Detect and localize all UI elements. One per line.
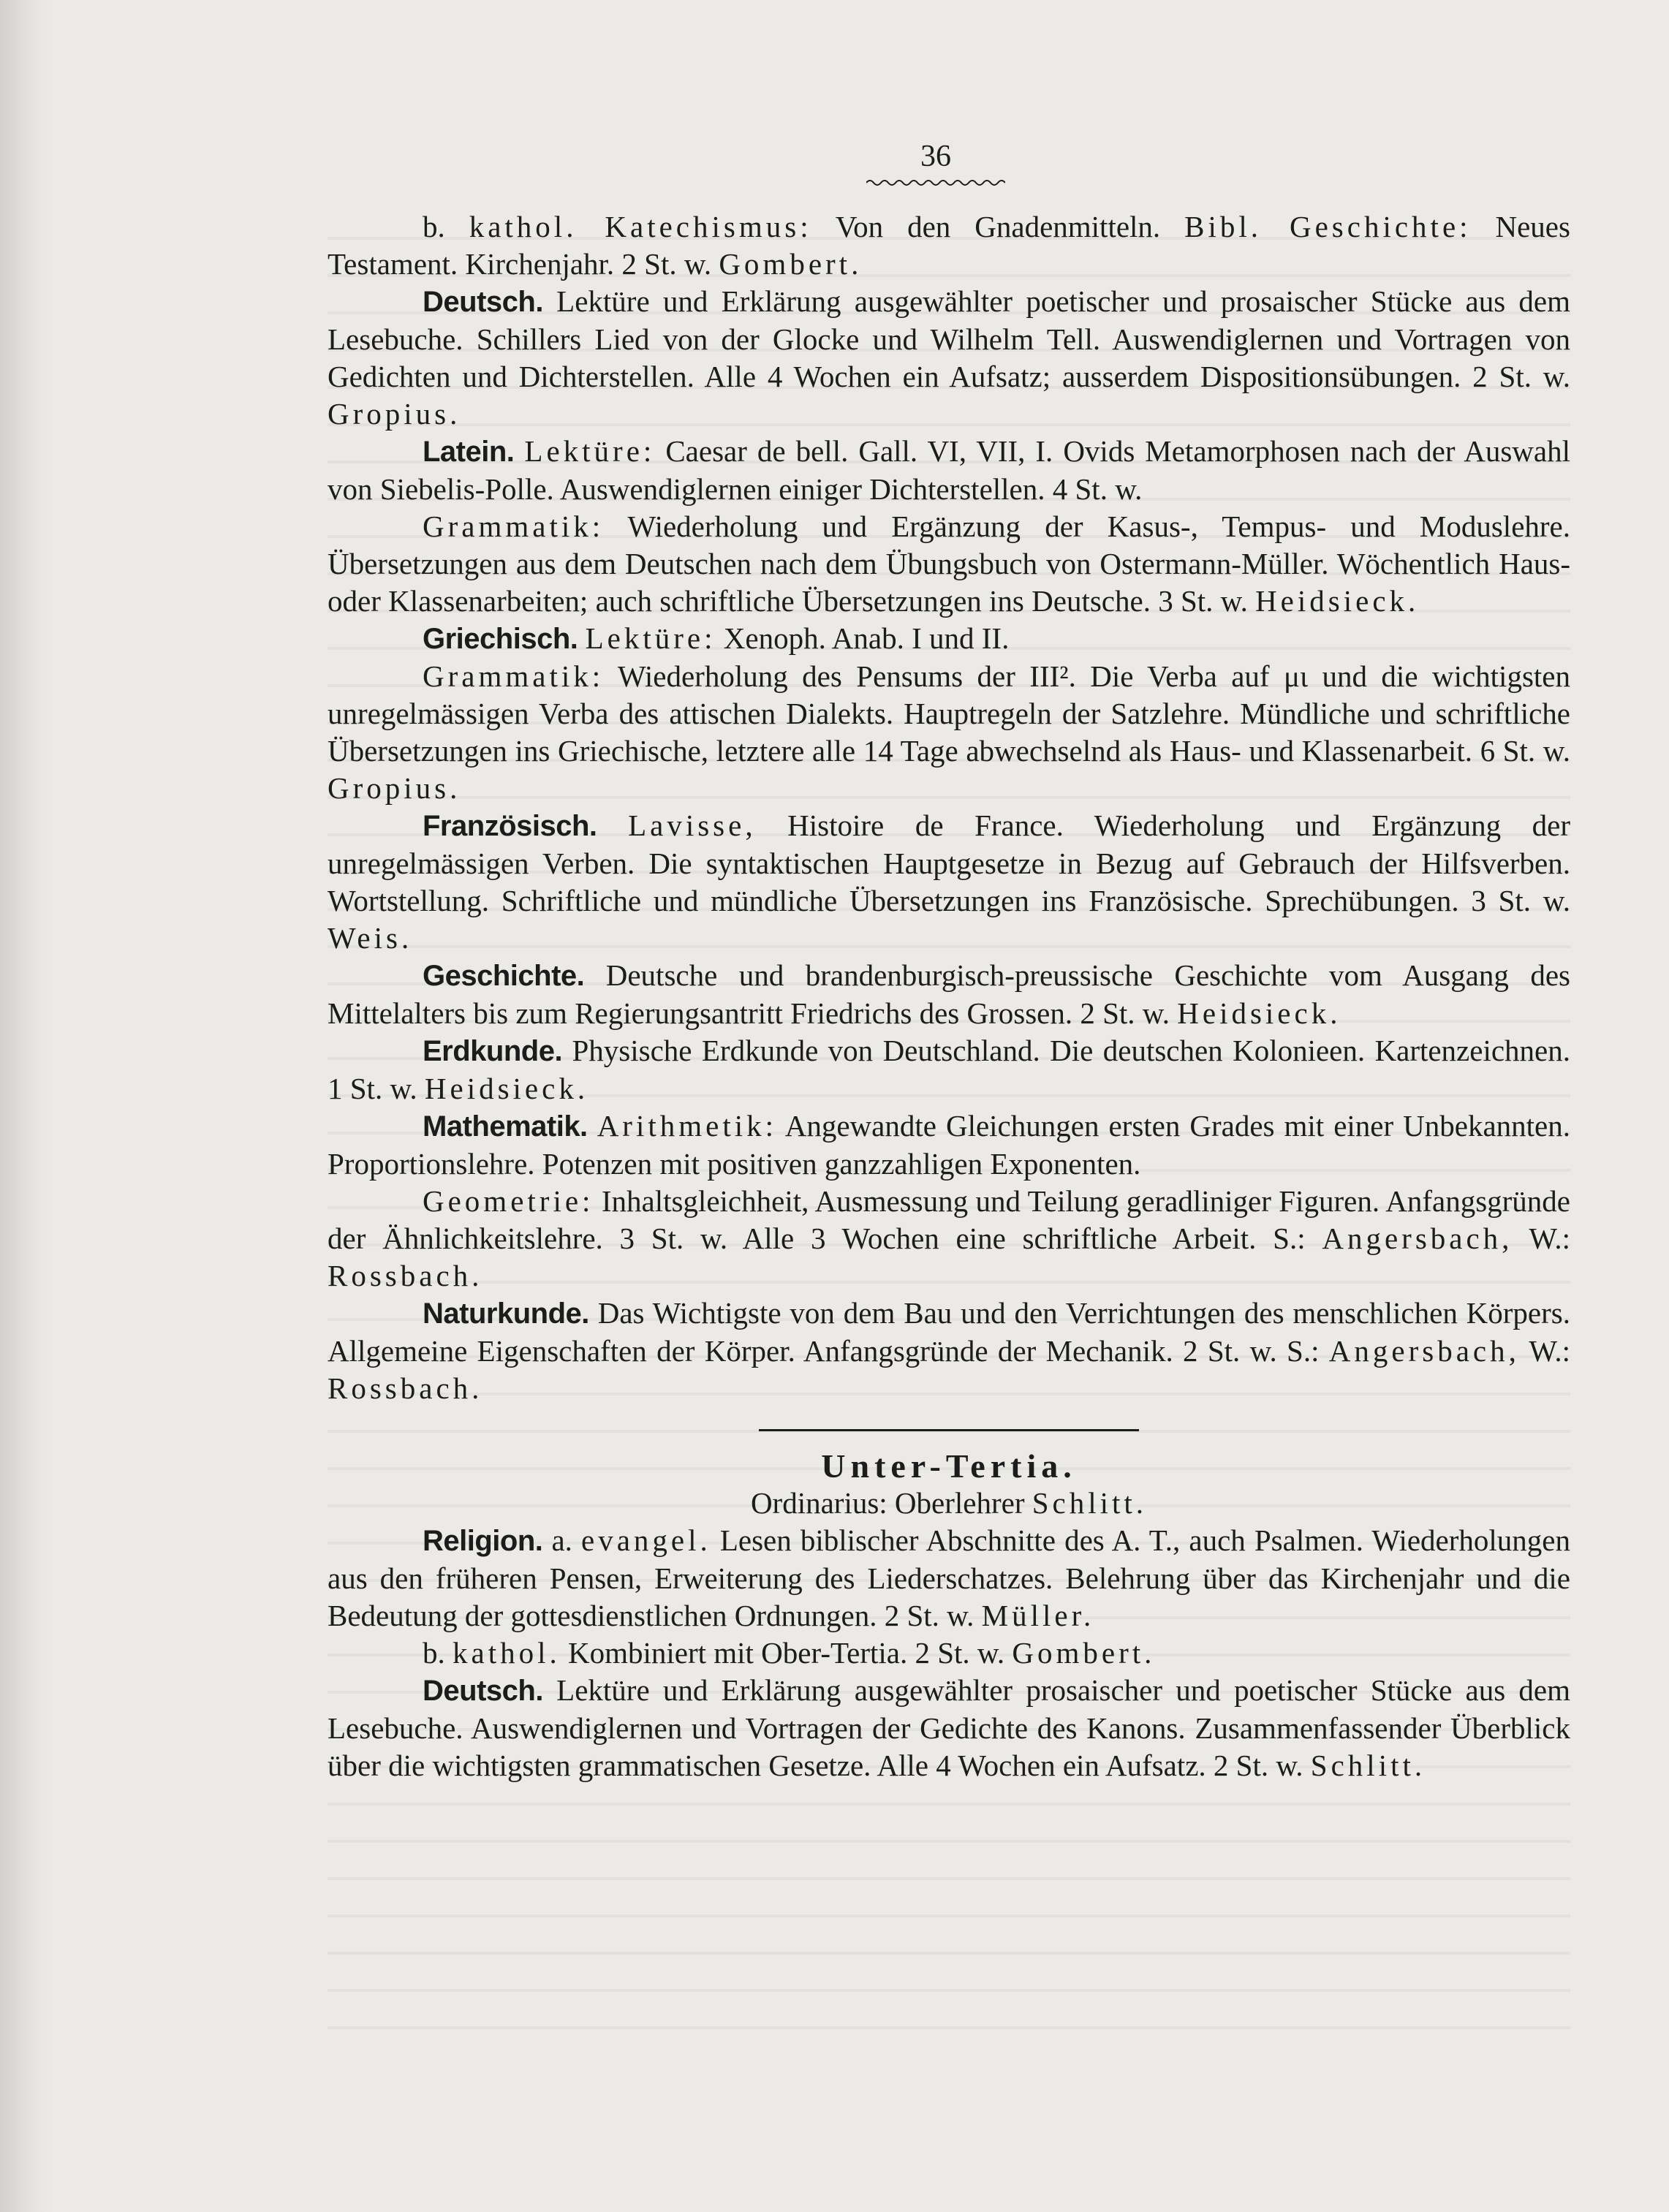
paragraph (328, 1107, 1570, 1183)
ordinarius-name: Schlitt. (1032, 1486, 1148, 1520)
unter-tertia-subjects (328, 1522, 1570, 1784)
binding-shadow (0, 0, 51, 2212)
spaced-term: kathol. (453, 1636, 561, 1670)
paragraph-text: W.: (1513, 1221, 1570, 1255)
paragraph-text: b. (423, 210, 469, 243)
paragraph-text: Histoire de France. Wiederholung und Ergänzung der unregelmässigen Verben. Die syntaktischen Hauptgesetze in Bezug auf Gebrauch der Hilfsverben. Wortstellung. Schriftliche und mündliche Übersetzungen ins Französische. Sprechübungen. 3 St. w. (328, 808, 1571, 917)
subject-heading: Deutsch. (423, 286, 543, 318)
paragraph (328, 283, 1570, 433)
spaced-term: Angersbach, (1322, 1221, 1513, 1255)
paragraph (328, 1522, 1570, 1635)
paragraph-text (597, 808, 629, 842)
ornament-squiggle (866, 178, 1005, 187)
spaced-term: Lektüre: (585, 621, 716, 655)
paragraph-text: Lektüre und Erklärung ausgewählter prosaischer und poetischer Stücke aus dem Lesebuche. Auswendiglernen und Vortragen der Gedichte des Kanons. Zusammenfassender Überblick über die wichtigsten grammatischen Gesetze. Alle 4 Wochen ein Aufsatz. 2 St. w. (328, 1673, 1570, 1782)
subject-heading: Französisch. (423, 810, 597, 842)
spaced-term: Weis. (328, 921, 413, 955)
paragraph (328, 1295, 1570, 1407)
spaced-term: evangel. (581, 1523, 711, 1557)
paragraph (328, 658, 1570, 807)
spaced-term: Heidsieck. (424, 1072, 589, 1105)
spaced-term: Rossbach. (328, 1371, 483, 1405)
subject-heading: Naturkunde. (423, 1298, 589, 1330)
paragraph-text: Wiederholung und Ergänzung der Kasus-, Tempus- und Moduslehre. Übersetzungen aus dem Deutschen nach dem Übungsbuch von Ostermann-Müller. Wöchentlich Haus- oder Klassenarbeiten; auch schriftliche Übersetzungen ins Deutsche. 3 St. w. (328, 510, 1570, 618)
page-number (863, 139, 1009, 187)
spaced-term: Bibl. Geschichte: (1184, 210, 1472, 243)
paragraph-text: Inhaltsgleichheit, Ausmessung und Teilung geradliniger Figuren. Anfangsgründe der Ähnlichkeitslehre. 3 St. w. Alle 3 Wochen eine schriftliche Arbeit. S.: (328, 1184, 1570, 1255)
paragraph-text: Wiederholung des Pensums der III². Die Verba auf μι und die wichtigsten unregelmässigen Verba des attischen Dialekts. Hauptregeln der Satzlehre. Mündliche und schriftliche Übersetzungen ins Griechische, letztere alle 14 Tage abwechselnd als Haus- und Klassenarbeit. 6 St. w. (328, 659, 1570, 768)
spaced-term: Schlitt. (1310, 1749, 1426, 1782)
spaced-term: Geometrie: (423, 1184, 594, 1218)
section-heading: Unter-Tertia. (821, 1447, 1077, 1485)
paragraph-text: Lektüre und Erklärung ausgewählter poetischer und prosaischer Stücke aus dem Lesebuche. Schillers Lied von der Glocke und Wilhelm Tell. Auswendiglernen und Vortragen von Gedichten und Dichterstellen. Alle 4 Wochen ein Aufsatz; ausserdem Dispositionsübungen. 2 St. w. (328, 284, 1570, 393)
spaced-term: Lektüre: (524, 434, 656, 468)
spaced-term: Rossbach. (328, 1259, 483, 1292)
ober-tertia-continuation (328, 208, 1570, 1407)
paragraph (328, 620, 1570, 658)
subject-heading: Deutsch. (423, 1675, 543, 1707)
paragraph-text: b. (423, 1636, 453, 1670)
paragraph (328, 807, 1570, 957)
paragraph (328, 508, 1570, 620)
paragraph (328, 1635, 1570, 1672)
paragraph (328, 1672, 1570, 1784)
paragraph-text: Von den Gnadenmitteln. (811, 210, 1185, 243)
subject-heading: Geschichte. (423, 960, 585, 992)
subject-heading: Religion. (423, 1525, 543, 1557)
subject-heading: Erdkunde. (423, 1035, 563, 1067)
section-divider (759, 1429, 1139, 1431)
spaced-term: Grammatik: (423, 510, 605, 543)
paragraph-text: Das Wichtigste von dem Bau und den Verrichtungen des menschlichen Körpers. Allgemeine Eigenschaften der Körper. Anfangsgründe der Mechanik. 2 St. w. S.: (328, 1296, 1570, 1368)
paragraph (328, 1183, 1570, 1295)
spaced-term: Angersbach, (1328, 1334, 1520, 1368)
paragraph-text: Neues Testament. Kirchenjahr. 2 St. w. (328, 210, 1570, 281)
paragraph-text: Kombiniert mit Ober-Tertia. 2 St. w. (560, 1636, 1013, 1670)
spaced-term: Gombert. (719, 247, 863, 281)
body-text (328, 208, 1570, 1784)
paragraph-text: Deutsche und brandenburgisch-preussische Geschichte vom Ausgang des Mittelalters bis zum Regierungsantritt Friedrichs des Grossen. 2 St. w. (328, 958, 1570, 1030)
spaced-term: Grammatik: (423, 659, 605, 693)
paragraph-text: Xenoph. Anab. I und II. (716, 621, 1010, 655)
spaced-term: Lavisse, (628, 808, 757, 842)
paragraph-text (588, 1109, 597, 1143)
page-number-text: 36 (920, 140, 951, 173)
spaced-term: Heidsieck. (1177, 996, 1341, 1030)
paragraph-text: Lesen biblischer Abschnitte des A. T., auch Psalmen. Wiederholungen aus den früheren Pensen, Erweiterung des Liederschatzes. Belehrung über das Kirchenjahr und die Bedeutung der gottesdienstlichen Ordnungen. 2 St. w. (328, 1523, 1570, 1632)
spaced-term: Gropius. (328, 771, 461, 805)
paragraph-text: Caesar de bell. Gall. VI, VII, I. Ovids Metamorphosen nach der Auswahl von Siebelis-Polle. Auswendiglernen einiger Dichterstellen. 4 St. w. (328, 434, 1570, 506)
spaced-term: Müller. (981, 1599, 1095, 1632)
paragraph-text: Angewandte Gleichungen ersten Grades mit einer Unbekannten. Proportionslehre. Potenzen mit positiven ganzzahligen Exponenten. (328, 1109, 1570, 1181)
paragraph-text (578, 621, 585, 655)
subject-heading: Mathematik. (423, 1110, 588, 1143)
paragraph-text (514, 434, 524, 468)
paragraph (328, 1032, 1570, 1107)
spaced-term: Gombert. (1012, 1636, 1156, 1670)
ordinarius-label: Ordinarius: Oberlehrer (750, 1486, 1032, 1520)
subject-heading: Latein. (423, 436, 515, 468)
spaced-term: Gropius. (328, 397, 461, 431)
ordinarius-line (328, 1485, 1570, 1522)
paragraph-text: a. (542, 1523, 582, 1557)
paragraph-text: W.: (1519, 1334, 1570, 1368)
paragraph (328, 433, 1570, 508)
spaced-term: kathol. Katechismus: (469, 210, 812, 243)
paragraph-text: Physische Erdkunde von Deutschland. Die deutschen Kolonieen. Kartenzeichnen. 1 St. w. (328, 1034, 1570, 1105)
paragraph (328, 208, 1570, 283)
paragraph (328, 957, 1570, 1032)
spaced-term: Arithmetik: (597, 1109, 777, 1143)
subject-heading: Griechisch. (423, 623, 578, 655)
spaced-term: Heidsieck. (1255, 584, 1420, 618)
